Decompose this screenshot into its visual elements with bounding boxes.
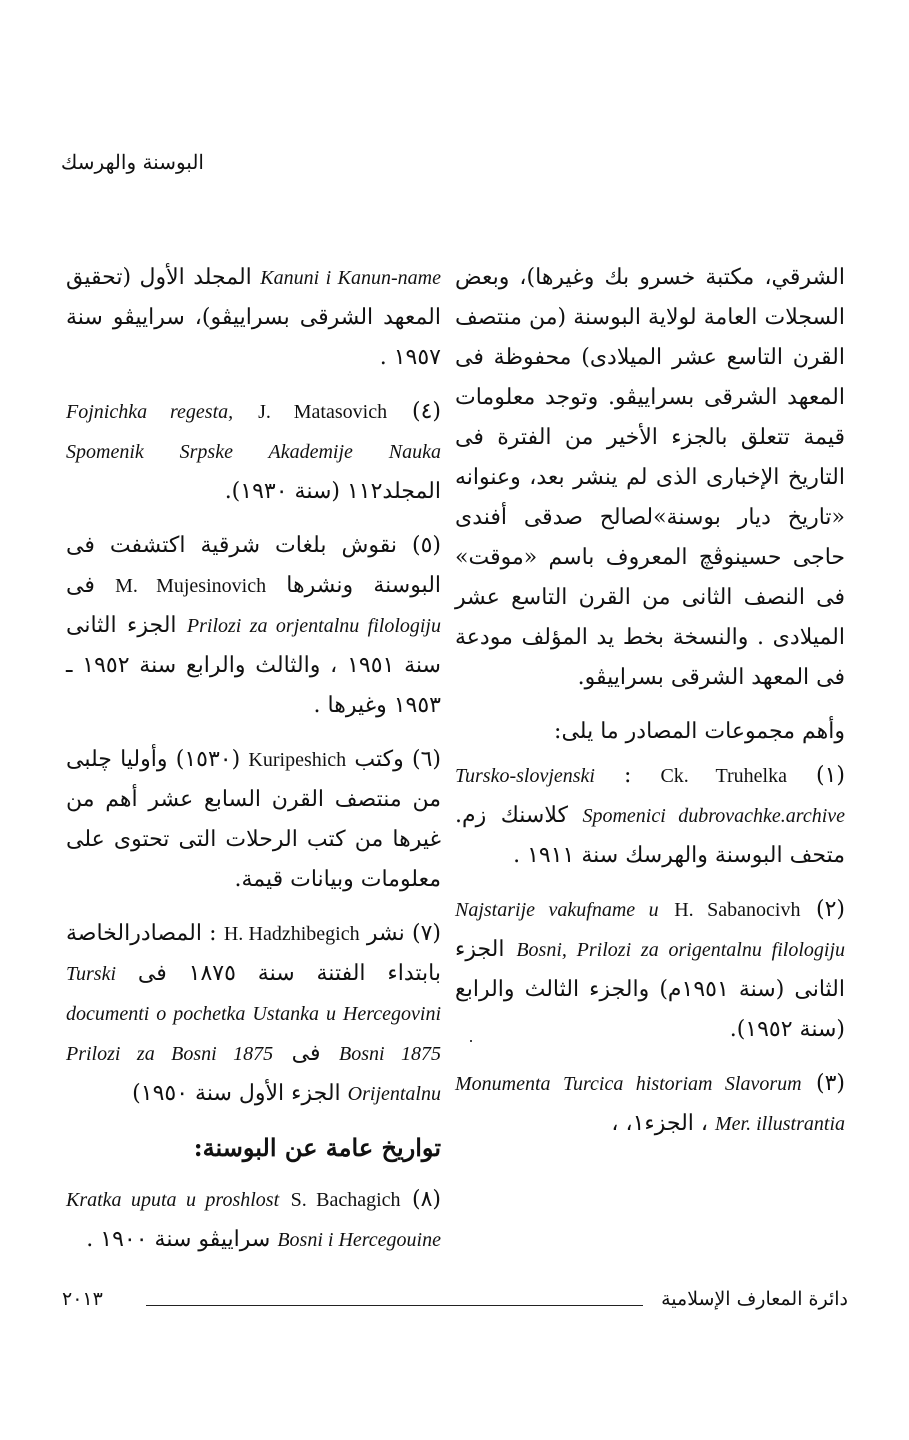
running-header: البوسنة والهرسك <box>60 150 204 174</box>
source-8-ar: سراييڤو سنة ١٩٠٠ . <box>86 1227 271 1252</box>
source-kanun <box>66 258 441 378</box>
source-1-ar1: كلاسنك <box>500 803 568 828</box>
source-6-author: Kuripeshich <box>248 749 347 771</box>
source-7-ar4: الجزء الأول سنة ١٩٥٠) <box>132 1081 341 1106</box>
sources-intro: وأهم مجموعات المصادر ما يلى: <box>554 719 845 744</box>
source-2-ar: الجزء الثانى (سنة ١٩٥١م) والجزء الثالث والرابع (سنة ١٩٥٢). <box>455 937 846 1042</box>
source-2 <box>455 890 845 1050</box>
source-5-title: Prilozi za orjentalnu filologiju <box>186 615 441 637</box>
source-7-ar1: (٧) نشر <box>366 921 441 946</box>
print-speck <box>470 1040 472 1042</box>
page-number: ٢٠١٣ <box>62 1288 103 1310</box>
source-7-ar2: : المصادرالخاصة بابتداء الفتنة سنة ١٨٧٥ فى <box>66 921 441 986</box>
paragraph-intro: الشرقي، مكتبة خسرو بك وغيرها)، وبعض السجلات العامة لولاية البوسنة (من منتصف القرن التاسع عشر الميلادى) محفوظة فى المعهد الشرقى بسراييڤو. وتوجد معلومات قيمة تتعلق بالجزء الأخير من الفترة فى التاريخ الإخبارى الذى لم ينشر بعد، وعنوانه «تاريخ ديار بوسنة»لصالح صدقى أفندى حاجى حسينوڤچ المعروف باسم «موقت» فى النصف الثانى من القرن التاسع عشر الميلادى . والنسخة بخط يد المؤلف مودعة فى المعهد الشرقى بسراييڤو. <box>455 265 845 690</box>
source-8-title: Kratka uputa u proshlost Bosni i Hercegouine <box>66 1189 441 1251</box>
source-2-num: (٢) <box>815 897 845 922</box>
source-1-num: (١) <box>815 763 845 788</box>
source-6 <box>66 740 441 900</box>
publication-name: دائرة المعارف الإسلامية <box>661 1288 848 1310</box>
source-7 <box>66 914 441 1114</box>
source-5-ar2: فى <box>66 573 95 598</box>
source-1-sep: : <box>595 763 661 788</box>
source-7-ar3: فى <box>291 1041 321 1066</box>
source-5-author: M. Mujesinovich <box>115 575 267 597</box>
source-5 <box>66 526 441 726</box>
source-1-author: Ck. Truhelka <box>660 765 787 787</box>
source-8-author: S. Bachagich <box>290 1189 401 1211</box>
source-3-num: (٣) <box>816 1071 846 1096</box>
source-4-num: (٤) <box>412 399 442 424</box>
kanun-ar: المجلد الأول (تحقيق المعهد الشرقى بسراييڤو)، سراييڤو سنة ١٩٥٧ . <box>66 265 441 370</box>
source-8 <box>66 1180 441 1260</box>
page-footer <box>62 1288 848 1318</box>
source-2-author: H. Sabanocivh <box>674 899 801 921</box>
source-4-ar: المجلد١١٢ (سنة ١٩٣٠). <box>224 479 441 504</box>
source-4-author: J. Matasovich <box>258 401 388 423</box>
source-1 <box>455 756 845 876</box>
source-6-ar2: (١٥٣٠) وأوليا چلبى من منتصف القرن السابع عشر أهم من غيرها من كتب الرحلات التى تحتوى على معلومات وبيانات قيمة. <box>66 747 441 892</box>
right-column <box>455 258 845 1158</box>
source-6-ar1: (٦) وكتب <box>354 747 441 772</box>
source-3-title: Monumenta Turcica historiam Slavorum Mer. illustrantia <box>455 1073 845 1135</box>
source-4 <box>66 392 441 512</box>
section-heading: تواريخ عامة عن البوسنة: <box>193 1133 441 1162</box>
source-3 <box>455 1064 845 1144</box>
source-7-author: H. Hadzhibegich <box>223 923 360 945</box>
source-7-title: Turski documenti o pochetka Ustanka u Hercegovini Bosni 1875 <box>66 963 442 1065</box>
footer-rule <box>146 1305 643 1306</box>
source-4-title: Fojnichka regesta, Spomenik Srpske Akademije Nauka <box>66 401 441 463</box>
source-5-ar1: (٥) نقوش بلغات شرقية اكتشفت فى البوسنة ونشرها <box>66 533 442 598</box>
source-3-ar: ، الجزء١، ، <box>611 1111 708 1136</box>
source-8-num: (٨) <box>411 1187 441 1212</box>
kanun-title: Kanuni i Kanun-name <box>260 267 441 289</box>
source-7-title2: Prilozi za Bosni 1875 Orijentalnu <box>66 1043 441 1105</box>
source-1-title: Tursko-slovjenski Spomenici dubrovachke.archive <box>455 765 846 827</box>
source-1-ar2: زم. متحف البوسنة والهرسك سنة ١٩١١ . <box>455 803 845 868</box>
source-2-title: Najstarije vakufname u Bosni, Prilozi za origentalnu filologiju <box>455 899 846 961</box>
source-5-ar3: الجزء الثانى سنة ١٩٥١ ، والثالث والرابع سنة ١٩٥٢ ـ ١٩٥٣ وغيرها . <box>66 613 441 718</box>
left-column <box>66 258 441 1274</box>
